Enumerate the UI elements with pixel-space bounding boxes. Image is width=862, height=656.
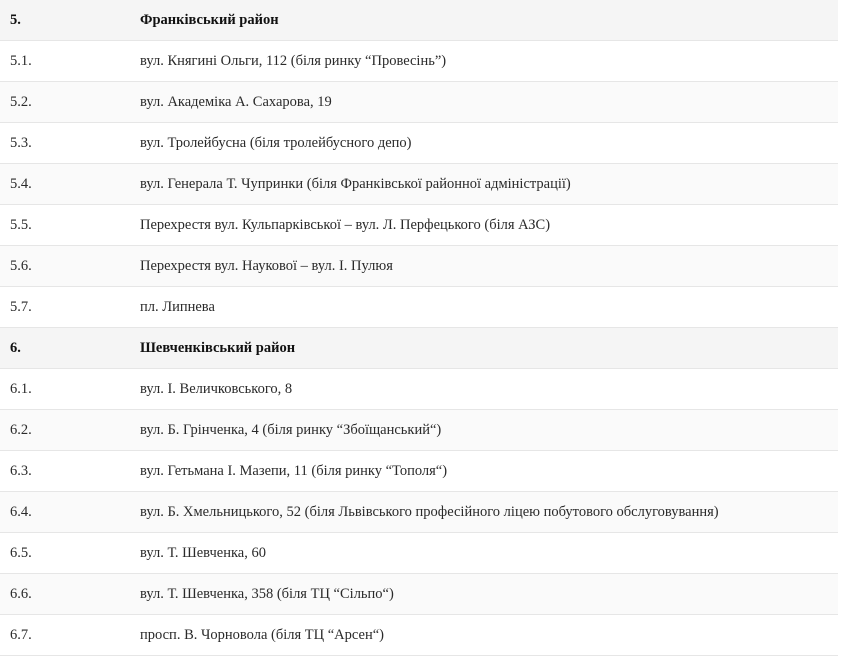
table-row: [0, 369, 838, 410]
row-text: Франківський район: [140, 12, 279, 28]
row-number: 6.5.: [10, 545, 32, 561]
table-row: [0, 246, 838, 287]
table-row: [0, 615, 838, 656]
table-row: [0, 451, 838, 492]
row-text: Перехрестя вул. Наукової – вул. І. Пулюя: [140, 258, 393, 274]
row-text: вул. І. Величковського, 8: [140, 381, 293, 397]
row-text: вул. Гетьмана І. Мазепи, 11 (біля ринку “Тополя“): [140, 463, 448, 479]
row-number: 5.: [10, 12, 21, 28]
row-number: 6.1.: [10, 381, 32, 397]
row-number: 6.6.: [10, 586, 32, 602]
table-row: [0, 328, 838, 369]
row-text: просп. В. Чорновола (біля ТЦ “Арсен“): [140, 627, 384, 643]
table-row: [0, 410, 838, 451]
table-row: [0, 123, 838, 164]
row-number: 6.4.: [10, 504, 32, 520]
row-number: 5.3.: [10, 135, 32, 151]
table-row: [0, 492, 838, 533]
table-row: [0, 287, 838, 328]
row-text: вул. Т. Шевченка, 358 (біля ТЦ “Сільпо“): [140, 586, 394, 602]
row-text: вул. Академіка А. Сахарова, 19: [140, 94, 332, 110]
table-row: [0, 0, 838, 41]
row-text: вул. Княгині Ольги, 112 (біля ринку “Провесінь”): [140, 53, 447, 69]
table-row: [0, 82, 838, 123]
row-text: вул. Тролейбусна (біля тролейбусного депо): [140, 135, 412, 151]
row-number: 6.2.: [10, 422, 32, 438]
row-number: 6.3.: [10, 463, 32, 479]
row-number: 6.7.: [10, 627, 32, 643]
row-number: 6.: [10, 340, 21, 356]
table-row: [0, 574, 838, 615]
table-row: [0, 41, 838, 82]
row-number: 5.7.: [10, 299, 32, 315]
row-number: 5.1.: [10, 53, 32, 69]
table-row: [0, 533, 838, 574]
table-row: [0, 164, 838, 205]
row-text: Шевченківський район: [140, 340, 296, 356]
row-number: 5.5.: [10, 217, 32, 233]
row-text: вул. Б. Грінченка, 4 (біля ринку “Збоїщанський“): [140, 422, 442, 438]
row-text: вул. Б. Хмельницького, 52 (біля Львівського професійного ліцею побутового обслуговування): [140, 504, 719, 520]
table-row: [0, 205, 838, 246]
row-number: 5.4.: [10, 176, 32, 192]
row-text: пл. Липнева: [140, 299, 215, 315]
row-number: 5.2.: [10, 94, 32, 110]
row-text: Перехрестя вул. Кульпарківської – вул. Л. Перфецького (біля АЗС): [140, 217, 551, 233]
row-text: вул. Т. Шевченка, 60: [140, 545, 266, 561]
row-number: 5.6.: [10, 258, 32, 274]
row-text: вул. Генерала Т. Чупринки (біля Франківської районної адміністрації): [140, 176, 571, 192]
